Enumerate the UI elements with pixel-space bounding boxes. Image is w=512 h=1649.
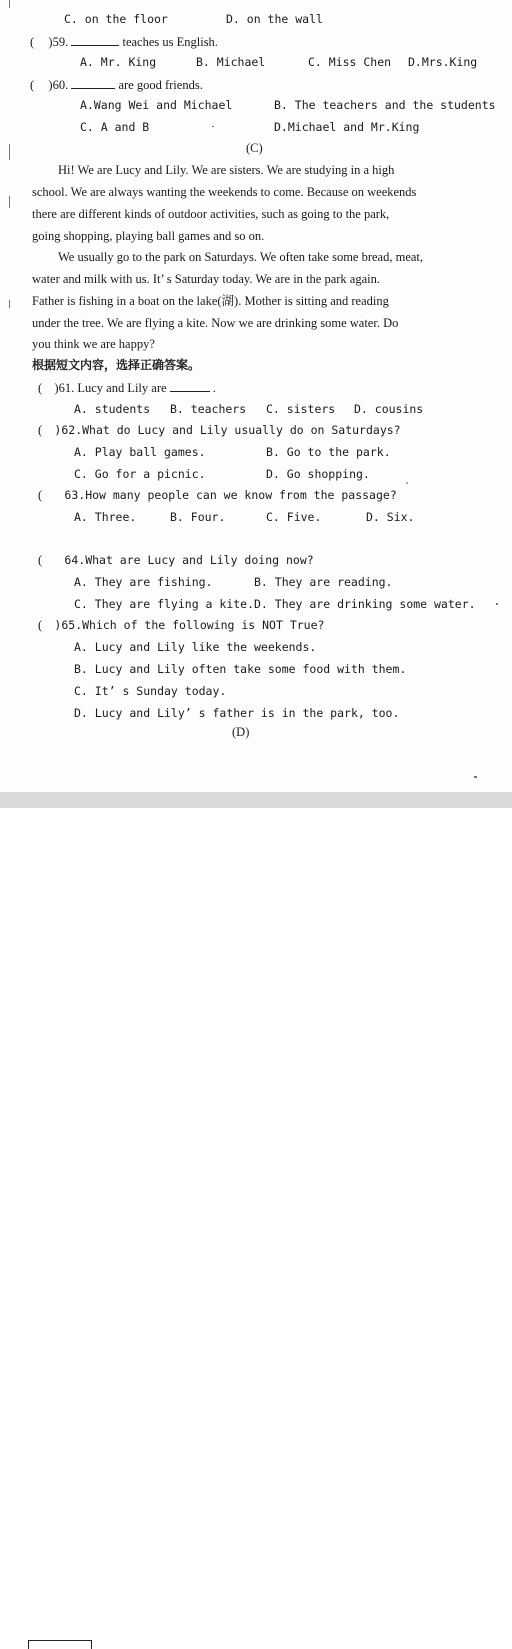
q59-blank[interactable] (71, 33, 119, 46)
q64-option-d: D. They are drinking some water. (254, 597, 476, 611)
q58-option-d: D. on the wall (226, 12, 323, 26)
exam-page (0, 0, 512, 790)
scan-mark (212, 126, 214, 127)
q64-option-a: A. They are fishing. (74, 575, 213, 589)
next-page-edge (0, 808, 512, 840)
passage-line: school. We are always wanting the weekends to come. Because on weekends (32, 185, 417, 199)
q65-paren: ( (38, 618, 43, 632)
q59-option-a: A. Mr. King (80, 55, 157, 69)
scan-mark (474, 776, 477, 778)
q61-option-b: B. teachers (170, 402, 247, 416)
q63-option-a: A. Three. (74, 510, 137, 524)
q62-row (38, 422, 401, 438)
q61-option-d: D. cousins (354, 402, 424, 416)
q61-paren: ( (38, 381, 43, 395)
q61-stem: Lucy and Lily are (77, 381, 167, 395)
q59-option-d: D.Mrs.King (408, 55, 478, 69)
q60-option-a: A.Wang Wei and Michael (80, 98, 233, 112)
q60-row (30, 76, 203, 93)
q62-option-c: C. Go for a picnic. (74, 467, 206, 481)
passage-line: there are different kinds of outdoor activities, such as going to the park, (32, 207, 390, 221)
q65-row (38, 617, 324, 633)
q59-number: )59. (48, 35, 69, 49)
q60-blank[interactable] (71, 76, 115, 89)
q62-paren: ( (38, 423, 43, 437)
q63-option-b: B. Four. (170, 510, 226, 524)
page-gap-band (0, 792, 512, 808)
q65-option-a: A. Lucy and Lily like the weekends. (74, 640, 317, 654)
q63-stem: 63.How many people can we know from the passage? (64, 488, 397, 502)
q61-option-a: A. students (74, 402, 151, 416)
passage-line: We usually go to the park on Saturdays. We often take some bread, meat, (58, 250, 424, 264)
section-d-heading: (D) (232, 725, 250, 739)
q60-stem: are good friends. (118, 78, 203, 92)
q65-stem: )65.Which of the following is NOT True? (54, 618, 325, 632)
section-c-heading: (C) (246, 141, 263, 155)
scan-mark (496, 603, 498, 605)
q59-paren: ( (30, 35, 35, 49)
scan-mark (9, 0, 10, 8)
scan-mark (9, 196, 10, 208)
passage-line: under the tree. We are flying a kite. Now we are drinking some water. Do (32, 316, 399, 330)
q64-row (38, 552, 314, 568)
q60-option-d: D.Michael and Mr.King (274, 120, 420, 134)
q62-option-d: D. Go shopping. (266, 467, 370, 481)
q64-option-c: C. They are flying a kite. (74, 597, 255, 611)
q60-number: )60. (48, 78, 69, 92)
q65-option-c: C. It’ s Sunday today. (74, 684, 227, 698)
q60-option-c: C. A and B (80, 120, 150, 134)
q61-option-c: C. sisters (266, 402, 336, 416)
q61-end: . (212, 381, 216, 395)
q64-option-b: B. They are reading. (254, 575, 393, 589)
scan-mark (9, 300, 10, 308)
q65-option-d: D. Lucy and Lily’ s father is in the park, too. (74, 706, 400, 720)
q63-option-d: D. Six. (366, 510, 415, 524)
passage-line: Hi! We are Lucy and Lily. We are sisters. We are studying in a high (58, 163, 395, 177)
next-page-stub (28, 1640, 92, 1649)
q58-option-c: C. on the floor (64, 12, 168, 26)
q63-paren: ( (38, 488, 43, 502)
q64-stem: 64.What are Lucy and Lily doing now? (64, 553, 314, 567)
passage-line: Father is fishing in a boat on the lake(湖). Mother is sitting and reading (32, 294, 389, 308)
q61-row (38, 379, 216, 396)
scan-mark (9, 144, 10, 160)
q62-stem: )62.What do Lucy and Lily usually do on Saturdays? (54, 423, 401, 437)
q63-option-c: C. Five. (266, 510, 322, 524)
passage-line: going shopping, playing ball games and so on. (32, 229, 265, 243)
q59-stem: teaches us English. (122, 35, 218, 49)
q61-blank[interactable] (170, 379, 210, 392)
q64-paren: ( (38, 553, 43, 567)
q59-option-c: C. Miss Chen (308, 55, 392, 69)
q61-number: )61. (54, 381, 75, 395)
passage-line: water and milk with us. It’ s Saturday today. We are in the park again. (32, 272, 380, 286)
q60-option-b: B. The teachers and the students (274, 98, 496, 112)
passage-line: you think we are happy? (32, 337, 155, 351)
instruction-text: 根据短文内容，选择正确答案。 (32, 358, 201, 372)
q60-paren: ( (30, 78, 35, 92)
q59-option-b: B. Michael (196, 55, 266, 69)
q63-row (38, 487, 397, 503)
q65-option-b: B. Lucy and Lily often take some food with them. (74, 662, 407, 676)
scan-mark (406, 482, 408, 484)
q62-option-b: B. Go to the park. (266, 445, 391, 459)
q59-row (30, 33, 218, 50)
q62-option-a: A. Play ball games. (74, 445, 206, 459)
